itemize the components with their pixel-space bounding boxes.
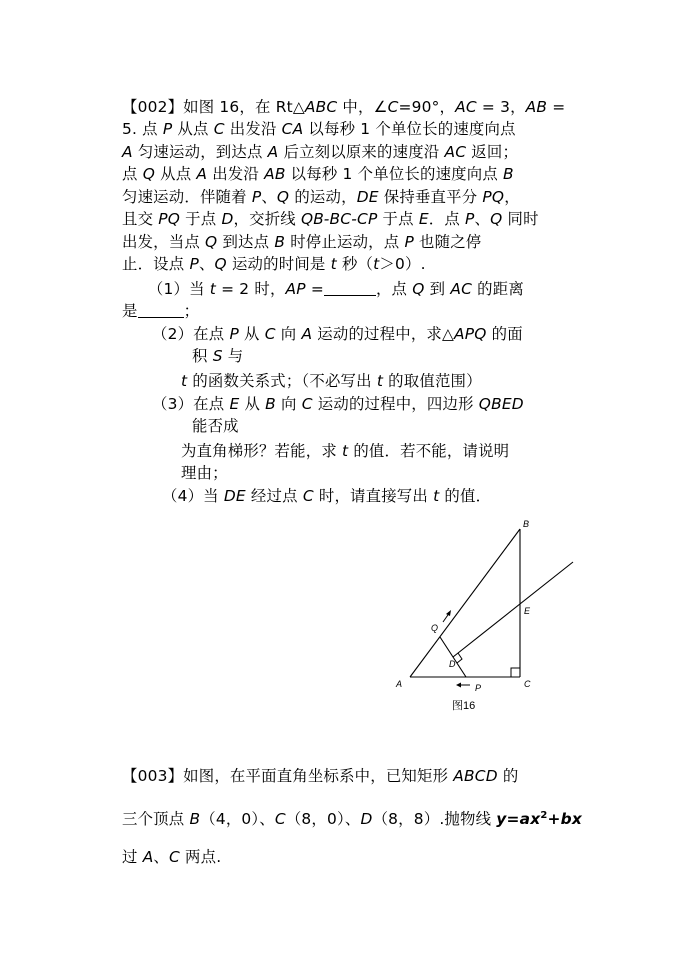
math-variable: E xyxy=(418,210,429,228)
math-variable: C xyxy=(301,395,313,413)
math-variable: t xyxy=(181,372,188,390)
math-variable: B xyxy=(503,165,514,183)
right-angle-mark-d xyxy=(457,653,462,663)
p002-question-3: （3）在点 E 从 B 向 C 运动的过程中，四边形 QBED xyxy=(152,395,524,413)
math-variable: D xyxy=(221,210,234,228)
math-expression: y=ax xyxy=(496,810,541,829)
math-variable: ABCD xyxy=(453,767,498,785)
math-variable: AC xyxy=(444,143,467,161)
math-variable: AP xyxy=(285,280,306,298)
math-variable: CA xyxy=(281,120,304,138)
p002-line-6: 且交 PQ 于点 D，交折线 QB-BC-CP 于点 E．点 P、Q 同时 xyxy=(122,210,539,228)
math-variable: P xyxy=(189,255,199,273)
math-variable: t xyxy=(342,442,349,460)
math-variable: C xyxy=(274,810,286,829)
p002-question-3-cont-c: 理由； xyxy=(181,464,228,482)
p002-line-3: A 匀速运动，到达点 A 后立刻以原来的速度沿 AC 返回； xyxy=(122,143,519,161)
math-variable: DE xyxy=(356,188,379,206)
math-variable: t xyxy=(209,280,216,298)
math-variable: A xyxy=(301,325,313,343)
p002-question-3-cont-a: 能否成 xyxy=(192,417,239,435)
p002-line-2: 5. 点 P 从点 C 出发沿 CA 以每秒 1 个单位长的速度向点 xyxy=(122,120,516,138)
p002-line-8: 止．设点 P、Q 运动的时间是 t 秒（t＞0）. xyxy=(122,255,426,273)
math-variable: QBED xyxy=(478,395,524,413)
p002-question-2: （2）在点 P 从 C 向 A 运动的过程中，求△APQ 的面 xyxy=(152,325,523,343)
math-variable: AC xyxy=(455,98,477,116)
math-variable: DE xyxy=(223,487,246,505)
label-a: A xyxy=(396,679,403,689)
math-variable: Q xyxy=(205,233,218,251)
math-variable: AB xyxy=(264,165,286,183)
p003-line-1: 【003】如图，在平面直角坐标系中，已知矩形 ABCD 的 xyxy=(122,767,519,785)
math-variable: PQ xyxy=(158,210,181,228)
label-e: E xyxy=(524,606,531,616)
p002-question-1: （1）当 t = 2 时，AP = ，点 Q 到 AC 的距离 xyxy=(140,280,524,298)
math-variable: B xyxy=(189,810,201,829)
math-variable: Q xyxy=(276,188,290,206)
math-variable: A xyxy=(267,143,279,161)
figure-caption: 图16 xyxy=(452,700,476,712)
p002-line-5: 匀速运动．伴随着 P、Q 的运动，DE 保持垂直平分 PQ， xyxy=(122,188,520,206)
math-variable: t xyxy=(373,255,380,273)
math-variable: A xyxy=(196,165,208,183)
math-variable: t xyxy=(330,255,337,273)
answer-blank xyxy=(324,281,376,296)
math-variable: C xyxy=(213,120,225,138)
math-expression: +bx xyxy=(547,810,582,829)
arrow-p-head xyxy=(456,683,461,688)
math-variable: Q xyxy=(490,210,503,228)
p002-line-1: 【002】如图 16，在 Rt△ABC 中，∠C=90°，AC = 3，AB = xyxy=(122,98,566,116)
math-variable: P xyxy=(404,233,414,251)
label-p: P xyxy=(475,683,482,693)
answer-blank xyxy=(138,303,184,318)
figure-16 xyxy=(380,515,590,715)
math-variable: QB-BC-CP xyxy=(300,210,378,228)
segment-ab xyxy=(410,529,520,677)
math-variable: A xyxy=(122,143,133,161)
math-variable: APQ xyxy=(454,325,487,343)
math-variable: C xyxy=(264,325,276,343)
arrow-q-head xyxy=(446,610,451,616)
math-variable: P xyxy=(251,188,262,206)
p002-question-2-cont-b: t 的函数关系式；（不必写出 t 的取值范围） xyxy=(181,372,482,390)
math-variable: B xyxy=(265,395,276,413)
math-variable: AB xyxy=(525,98,548,116)
math-variable: E xyxy=(229,395,240,413)
p002-line-7: 出发，当点 Q 到达点 B 时停止运动，点 P 也随之停 xyxy=(122,233,482,251)
math-variable: C xyxy=(169,848,180,866)
label-b: B xyxy=(523,519,530,529)
math-variable: A xyxy=(142,848,154,866)
math-variable: B xyxy=(274,233,286,251)
math-variable: Q xyxy=(142,165,156,183)
math-variable: D xyxy=(360,810,373,829)
label-c: C xyxy=(524,679,531,689)
label-d: D xyxy=(449,659,456,669)
math-variable: t xyxy=(376,372,384,390)
math-variable: ABC xyxy=(304,98,338,116)
math-variable: PQ xyxy=(482,188,505,206)
math-variable: C xyxy=(387,98,399,116)
right-angle-mark-c xyxy=(511,668,520,677)
p002-question-1-cont: 是 ； xyxy=(122,302,200,320)
math-variable: P xyxy=(162,120,173,138)
p003-line-3: 过 A、C 两点. xyxy=(122,848,222,866)
p002-question-4: （4）当 DE 经过点 C 时，请直接写出 t 的值． xyxy=(162,487,492,505)
p002-question-3-cont-b: 为直角梯形？若能，求 t 的值．若不能，请说明 xyxy=(181,442,510,460)
p002-question-2-cont-a: 积 S 与 xyxy=(192,347,244,365)
p002-line-4: 点 Q 从点 A 出发沿 AB 以每秒 1 个单位长的速度向点 B xyxy=(122,165,514,183)
label-q: Q xyxy=(431,623,439,633)
math-variable: t xyxy=(433,487,440,505)
math-superscript: 2 xyxy=(540,810,548,821)
line-de xyxy=(453,562,573,657)
math-variable: C xyxy=(302,487,314,505)
math-variable: Q xyxy=(412,280,425,298)
p003-line-2: 三个顶点 B（4，0）、C（8，0）、D（8，8）.抛物线 $y=ax^2+bx$ xyxy=(122,810,582,829)
math-variable: P xyxy=(229,325,239,343)
math-variable: S xyxy=(212,347,223,365)
math-variable: AC xyxy=(450,280,473,298)
math-variable: Q xyxy=(214,255,227,273)
math-variable: P xyxy=(465,210,475,228)
